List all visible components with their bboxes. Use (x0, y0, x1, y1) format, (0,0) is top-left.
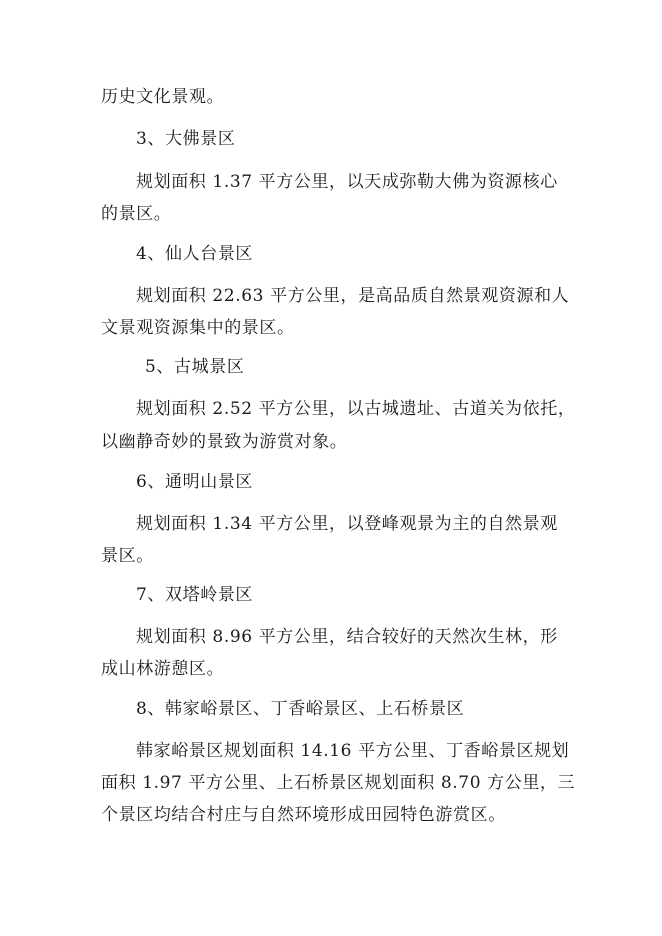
paragraph-line: 以幽静奇妙的景致为游赏对象。 (101, 432, 348, 452)
paragraph-line: 规划面积 1.34 平方公里，以登峰观景为主的自然景观 (136, 514, 558, 534)
paragraph-line: 景区。 (101, 546, 154, 566)
paragraph-line: 成山林游憩区。 (101, 659, 225, 679)
section-heading-4: 4、仙人台景区 (136, 244, 254, 264)
section-heading-8: 8、韩家峪景区、丁香峪景区、上石桥景区 (136, 699, 465, 719)
paragraph-line: 规划面积 8.96 平方公里，结合较好的天然次生林，形 (136, 627, 558, 647)
paragraph-line: 规划面积 1.37 平方公里，以天成弥勒大佛为资源核心 (136, 172, 558, 192)
paragraph-line: 的景区。 (101, 204, 172, 224)
paragraph-line: 历史文化景观。 (101, 87, 225, 107)
paragraph-line: 规划面积 22.63 平方公里，是高品质自然景观资源和人 (136, 286, 570, 306)
section-heading-5: 5、古城景区 (145, 357, 245, 377)
paragraph-line: 韩家峪景区规划面积 14.16 平方公里、丁香峪景区规划 (136, 741, 570, 761)
section-heading-3: 3、大佛景区 (136, 129, 236, 149)
paragraph-line: 个景区均结合村庄与自然环境形成田园特色游赏区。 (101, 805, 506, 825)
section-heading-7: 7、双塔岭景区 (136, 585, 254, 605)
paragraph-line: 规划面积 2.52 平方公里，以古城遗址、古道关为依托， (136, 399, 576, 419)
paragraph-line: 面积 1.97 平方公里、上石桥景区规划面积 8.70 方公里，三 (101, 773, 576, 793)
section-heading-6: 6、通明山景区 (136, 472, 254, 492)
paragraph-line: 文景观资源集中的景区。 (101, 318, 295, 338)
